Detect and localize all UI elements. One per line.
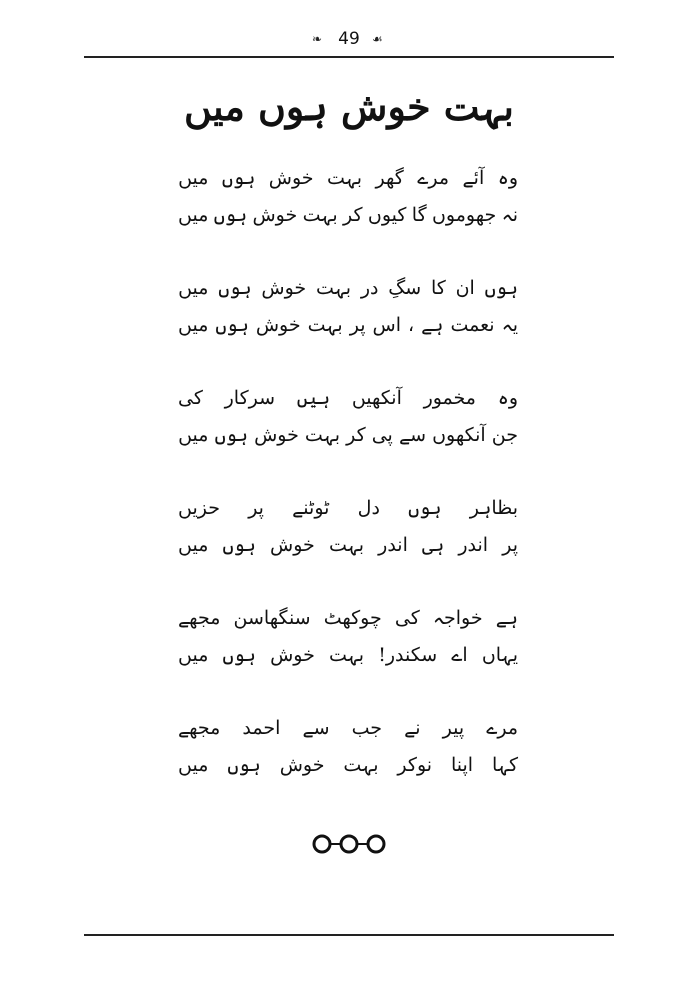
verse-line <box>178 380 518 417</box>
verse-word: ہوں <box>408 497 442 519</box>
verse-word: ہوں <box>213 204 248 226</box>
verse-word: پی <box>371 424 393 446</box>
verse-word: گھر <box>375 167 404 189</box>
verse-word: بہت <box>304 424 340 446</box>
verse-word: میں <box>178 277 209 299</box>
verse-word: کی <box>178 387 203 409</box>
verse-word: خوش <box>255 314 301 336</box>
verse-word: سکندر! <box>378 644 438 666</box>
verse-word: آنکھیں <box>351 387 402 409</box>
verse-word: کا <box>430 277 446 299</box>
verse-word: مرے <box>417 167 450 189</box>
verse-word: ہوں <box>222 644 256 666</box>
verse-word: ہے <box>421 314 444 336</box>
verse-word: اس <box>372 314 401 336</box>
verse-word: خوش <box>270 534 315 556</box>
verse-word: میں <box>178 644 209 666</box>
verse-word: پر <box>349 314 366 336</box>
verse-word: وہ <box>497 387 518 409</box>
verse-word: جن <box>491 424 518 446</box>
verse-line <box>178 197 518 234</box>
verse-line <box>178 160 518 197</box>
verse-word: ہوں <box>221 167 256 189</box>
verse-word: سرکار <box>224 387 276 409</box>
verse-word: یہاں <box>481 644 518 666</box>
verse-line <box>178 417 518 454</box>
verse-word: مجھے <box>178 607 221 629</box>
stanza <box>178 490 518 564</box>
verse-word: میں <box>178 167 209 189</box>
verse-word: پر <box>502 534 518 556</box>
verse-word: ہوں <box>215 314 249 336</box>
verse-word: آنکھوں <box>432 424 486 446</box>
verse-word: ہوں <box>222 534 256 556</box>
verse-word: میں <box>178 204 209 226</box>
verse-word: حزیں <box>178 497 220 519</box>
verse-word: جب <box>351 717 383 739</box>
verse-word: نہ <box>501 204 518 226</box>
verse-word: کہا <box>492 754 518 776</box>
verse-word: میں <box>178 424 209 446</box>
verse-line <box>178 270 518 307</box>
verse-word: بہت <box>307 314 343 336</box>
stanza <box>178 270 518 344</box>
verse-word: ہوں <box>214 424 248 446</box>
verse-word: بہت <box>315 277 352 299</box>
verse-word: سے <box>302 717 330 739</box>
verse-word: خوش <box>254 424 299 446</box>
verse-word: ٹوٹنے <box>292 497 330 519</box>
verse-word: بظاہر <box>469 497 518 519</box>
verse-line <box>178 307 518 344</box>
verse-word: ، <box>408 314 415 336</box>
verse-word: خوش <box>279 754 325 776</box>
verse-word: میں <box>178 534 209 556</box>
floral-ornament-icon: ☙ <box>372 32 383 46</box>
verse-word: ہوں <box>227 754 261 776</box>
verse-word: سے <box>398 424 426 446</box>
verse-word: احمد <box>242 717 281 739</box>
verse-word: ان <box>455 277 475 299</box>
verse-word: ہے <box>495 607 518 629</box>
verse-word: خوش <box>270 644 315 666</box>
verse-word: اے <box>451 644 468 666</box>
verse-word: میں <box>178 314 209 336</box>
verse-word: کر <box>346 424 366 446</box>
verse-line <box>178 637 518 674</box>
verse-word: یہ <box>501 314 518 336</box>
verse-word: نوکر <box>397 754 433 776</box>
verse-word: مجھے <box>178 717 221 739</box>
verse-word: مخمور <box>423 387 476 409</box>
top-rule <box>84 56 614 58</box>
verse-line <box>178 710 518 747</box>
verse-word: بہت <box>327 167 363 189</box>
verse-word: میں <box>178 754 209 776</box>
verse-line <box>178 527 518 564</box>
verse-word: نعمت <box>450 314 495 336</box>
verse-word: کی <box>394 607 420 629</box>
floral-ornament-icon: ❧ <box>312 32 323 46</box>
stanza <box>178 710 518 784</box>
page-number: 49 <box>338 29 360 49</box>
verse-word: خوش <box>261 277 307 299</box>
verse-word: ہی <box>421 534 445 556</box>
stanza <box>178 380 518 454</box>
verse-line <box>178 747 518 784</box>
verse-word: گا <box>411 204 427 226</box>
verse-word: کیوں <box>367 204 407 226</box>
verse-word: بہت <box>343 754 379 776</box>
verse-word: مرے <box>486 717 518 739</box>
verse-word: بہت <box>328 644 365 666</box>
verse-word: پر <box>248 497 264 519</box>
verse-word: خوش <box>252 204 298 226</box>
bottom-rule <box>84 934 614 936</box>
poem-body <box>178 160 518 820</box>
verse-word: اندر <box>458 534 489 556</box>
verse-word: کر <box>343 204 363 226</box>
verse-word: نے <box>404 717 421 739</box>
verse-word: اندر <box>378 534 408 556</box>
verse-word: چوکھٹ <box>323 607 382 629</box>
verse-word: ہیں <box>296 387 331 409</box>
page-header <box>0 24 698 56</box>
verse-word: خواجہ <box>432 607 483 629</box>
stanza <box>178 160 518 234</box>
verse-word: اپنا <box>451 754 474 776</box>
verse-line <box>178 490 518 527</box>
verse-word: بہت <box>328 534 365 556</box>
verse-word: ہوں <box>218 277 252 299</box>
verse-word: در <box>360 277 379 299</box>
poem-title: بہت خوش ہوں میں <box>184 84 514 129</box>
verse-word: سگِ <box>388 277 422 299</box>
three-rings-ornament-icon <box>310 832 388 856</box>
verse-word: وہ <box>497 167 518 189</box>
verse-word: خوش <box>268 167 314 189</box>
verse-word: بہت <box>302 204 338 226</box>
verse-word: ہوں <box>484 277 518 299</box>
verse-word: آئے <box>462 167 485 189</box>
stanza <box>178 600 518 674</box>
verse-word: جھوموں <box>431 204 497 226</box>
verse-word: سنگھاسن <box>233 607 311 629</box>
verse-word: پیر <box>442 717 465 739</box>
verse-line <box>178 600 518 637</box>
verse-word: دل <box>357 497 380 519</box>
